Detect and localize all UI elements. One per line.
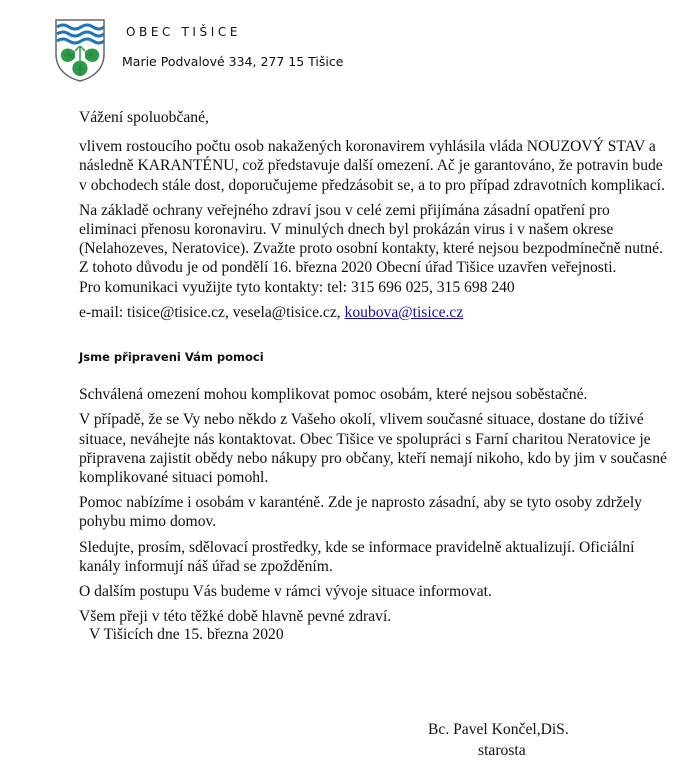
- paragraph-help-offer: V případě, že se Vy nebo někdo z Vašeho okolí, vlivem současné situace, dostane do tíživé situace, neváhejte nás kontaktovat. Obec Tišice ve spolupráci s Farní charitou Neratovice je připravena zajistit obědy nebo nákupy pro občany, kteří nemají nikoho, kdo by jim v současné komplikované situaci pomohl.: [79, 411, 667, 487]
- salutation: Vážení spoluobčané,: [79, 109, 209, 126]
- paragraph-quarantine: Pomoc nabízíme i osobám v karanténě. Zde je naprosto zásadní, aby se tyto osoby zdržely pohybu mimo domov.: [79, 494, 642, 531]
- municipal-coat-of-arms-icon: [54, 18, 106, 82]
- paragraph-office-closure: Na základě ochrany veřejného zdraví jsou v celé zemi přijímána zásadní opatření pro eliminaci přenosu koronaviru. V minulých dnech byl prokázán virus i v našem okrese (Nelahozeves, Neratovice). Zvažte proto osobní kontakty, které nejsou bezpodmínečně nutné. Z tohoto důvodu je od pondělí 16. března 2020 Obecní úřad Tišice uzavřen veřejnosti. Pro komunikaci využijte tyto kontakty: tel: 315 696 025, 315 698 240: [79, 201, 663, 296]
- signer-name: Bc. Pavel Končel,DiS.: [428, 721, 569, 738]
- paragraph-restrictions: Schválená omezení mohou komplikovat pomoc osobám, které nejsou soběstačné.: [79, 386, 588, 404]
- paragraph-wishes: Všem přeji v této těžké době hlavně pevné zdraví.: [79, 608, 392, 626]
- email-list: e-mail: tisice@tisice.cz, vesela@tisice.cz,: [79, 303, 345, 321]
- email-contacts: [79, 303, 679, 322]
- municipality-name: OBEC TIŠICE: [126, 25, 242, 39]
- email-link-koubova[interactable]: koubova@tisice.cz: [344, 303, 464, 321]
- paragraph-further-info: O dalším postupu Vás budeme v rámci vývoje situace informovat.: [79, 583, 492, 601]
- letterhead: [54, 18, 694, 88]
- paragraph-state-of-emergency: vlivem rostoucího počtu osob nakažených koronavirem vyhlásila vláda NOUZOVÝ STAV a následně KARANTÉNU, což představuje další omezení. Ač je garantováno, že potravin bude v obchodech stále dost, doporučujeme předzásobit se, a to pro případ zdravotních komplikací.: [79, 138, 665, 194]
- letter-body: [79, 108, 679, 632]
- place-and-date: V Tišicích dne 15. března 2020: [89, 626, 284, 643]
- municipality-address: Marie Podvalové 334, 277 15 Tišice: [122, 54, 344, 69]
- paragraph-media: Sledujte, prosím, sdělovací prostředky, kde se informace pravidelně aktualizují. Oficiální kanály informují náš úřad se zpožděním.: [79, 538, 635, 575]
- signer-role: starosta: [478, 742, 526, 759]
- section-heading: Jsme připraveni Vám pomoci: [79, 350, 264, 365]
